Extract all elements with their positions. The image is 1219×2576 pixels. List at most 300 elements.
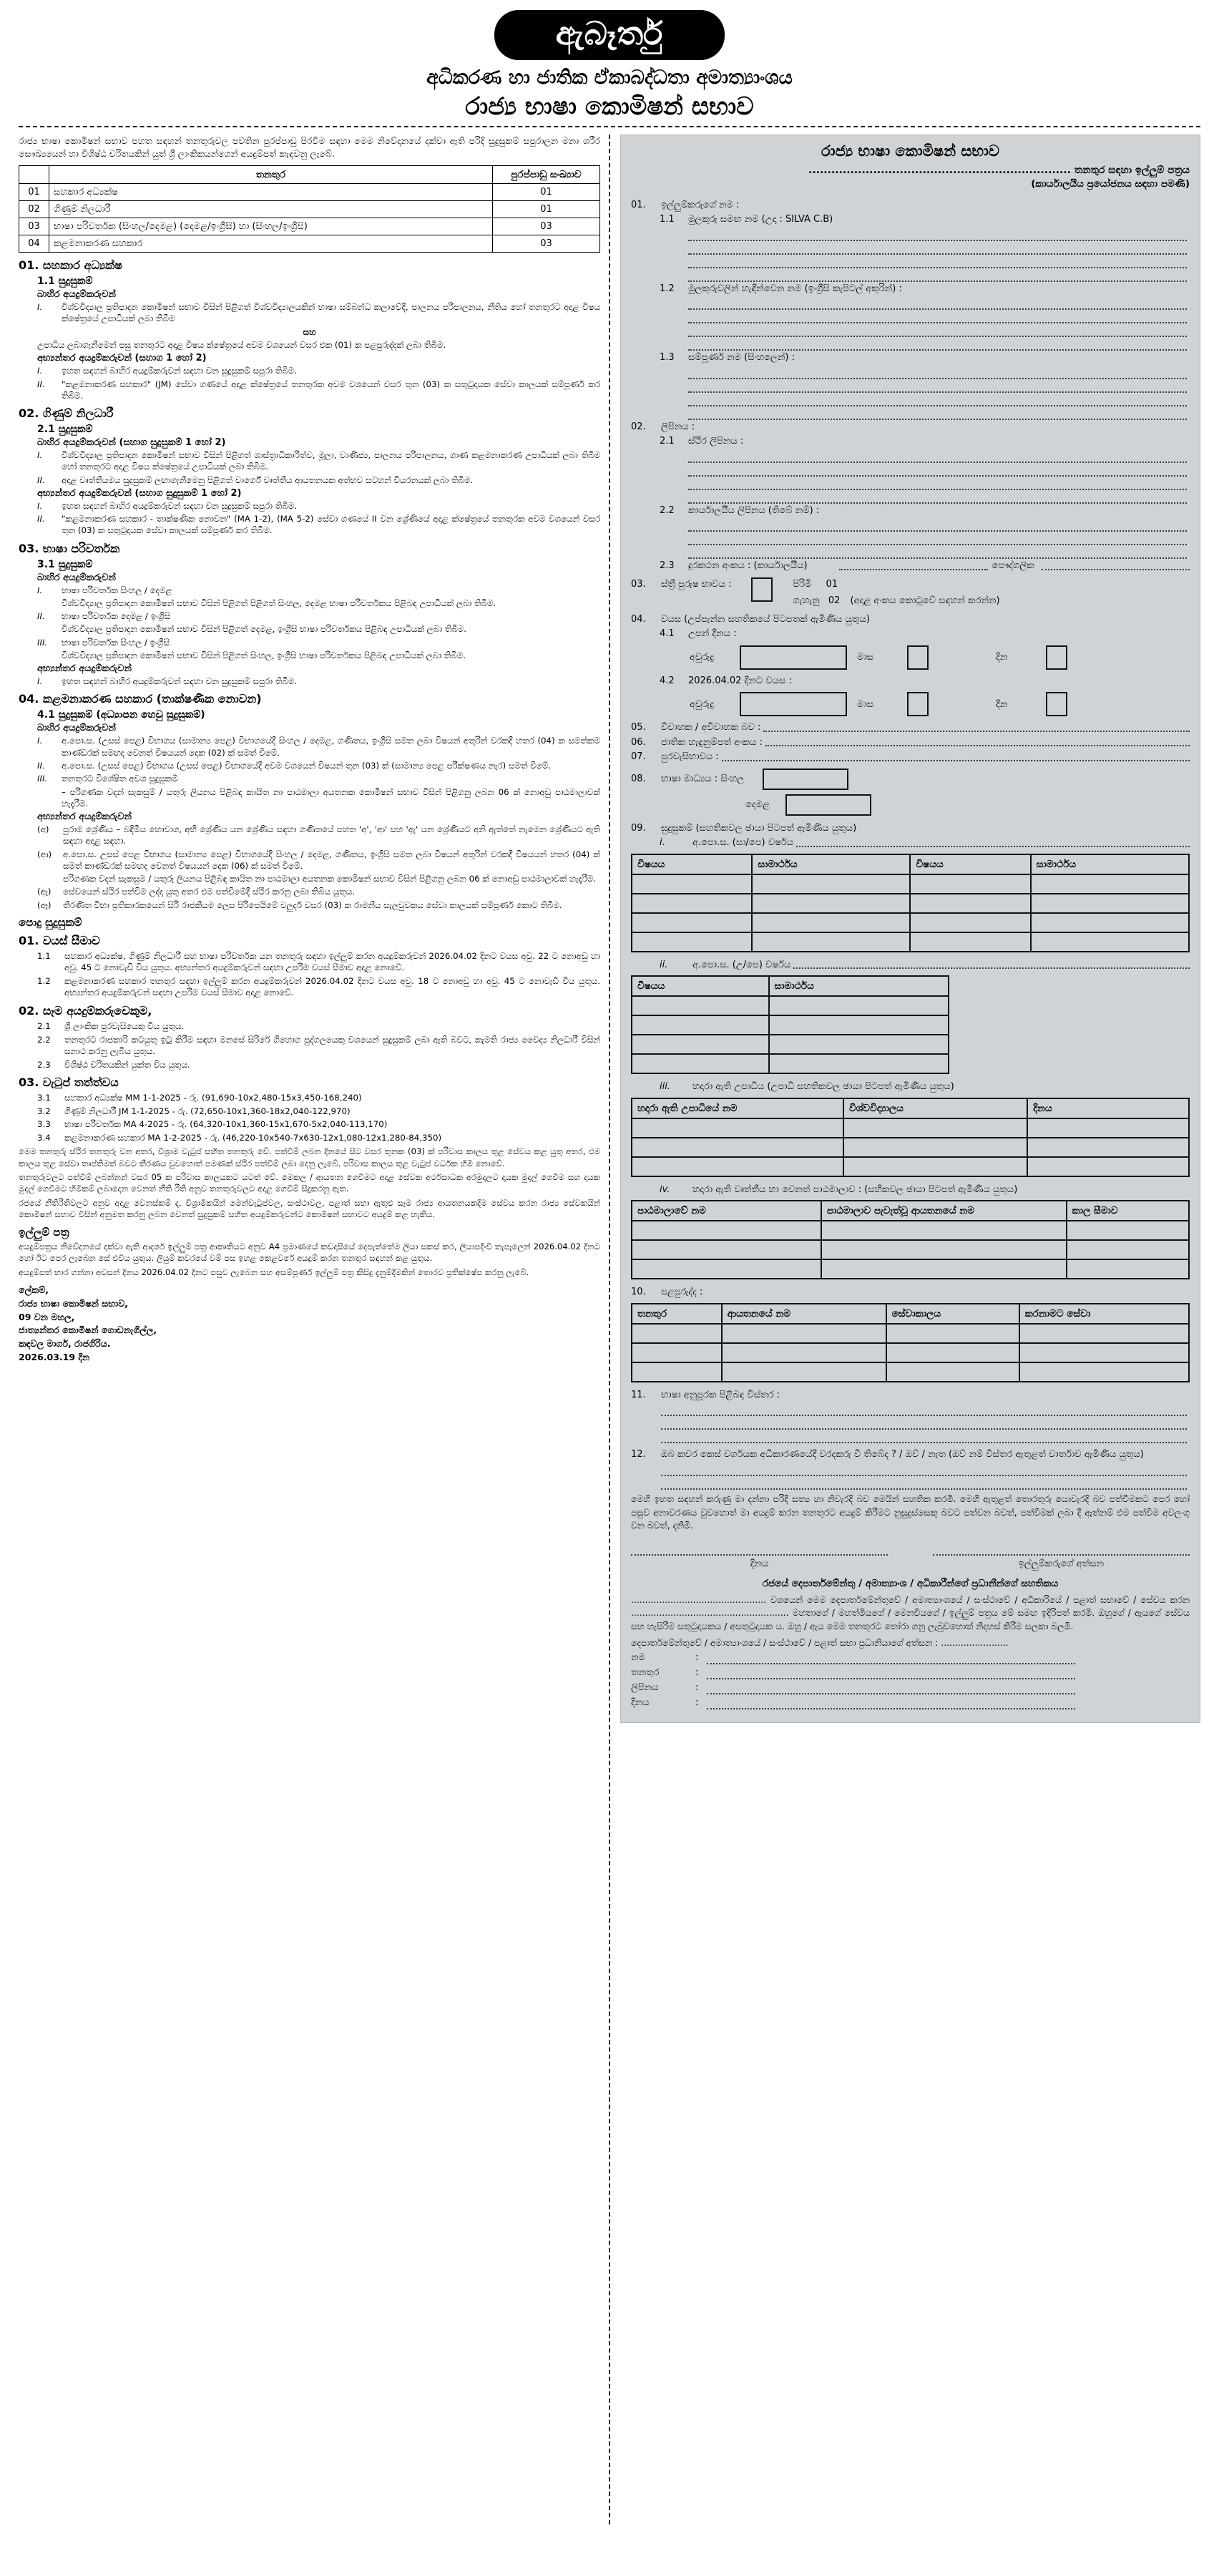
- marker: 09.: [630, 822, 646, 834]
- th-date: දිනය: [1027, 1098, 1189, 1118]
- list-item: [19, 950, 600, 974]
- name-input-line[interactable]: [688, 228, 1187, 241]
- table-row[interactable]: [632, 913, 1189, 932]
- table-row[interactable]: [632, 1221, 1189, 1240]
- telephone-office-input[interactable]: [839, 559, 987, 570]
- table-row[interactable]: [632, 1240, 1189, 1259]
- section-3-sub: 3.1 සුදුසුකම්: [37, 558, 93, 570]
- marker: 06.: [630, 736, 646, 748]
- cell[interactable]: [1027, 1157, 1189, 1176]
- th-service-period: සේවාකාලය: [886, 1304, 1019, 1324]
- section-2-external-label: බාහිර අයදුම්කරුවන් (සහාග සුදුසුකම් 1 හෝ 2): [37, 437, 226, 449]
- th-duration: කාල සීමාව: [1067, 1201, 1189, 1221]
- name-input-line[interactable]: [688, 255, 1187, 268]
- cell[interactable]: [1019, 1362, 1189, 1382]
- degree-table: [631, 1098, 1190, 1177]
- office-address-line[interactable]: [688, 532, 1187, 545]
- item-text: භාෂා පරිවර්තක සිංහල / දෙමළ: [62, 585, 172, 595]
- cell[interactable]: [1027, 1138, 1189, 1157]
- field-office-address: [631, 504, 1190, 518]
- marker: II.: [37, 611, 45, 622]
- body-columns: [19, 135, 1200, 2524]
- list-item: [19, 1020, 600, 1033]
- marker: II.: [37, 761, 45, 771]
- section-1-conjunction: සහ: [303, 326, 316, 337]
- cell[interactable]: [632, 1221, 821, 1240]
- cell[interactable]: [769, 996, 949, 1015]
- table-row[interactable]: [632, 1259, 1189, 1279]
- item-text: අ.පො.ස. උසස් පෙළ විභාගය (සාමාන්‍ය පෙළ) විභාගයේදී සිංහල / දෙමළ, ගණිතය, ඉංග්‍රීසි සමත ලබා විෂයන් අතුරින් වරකදී විෂයයන් හතර (04) ක් සමත් කාණ්ඩරක් සමඟද වෙනත් විෂයයන් දෙක (06) ක් සමත් වීමේ.: [63, 849, 600, 871]
- section-3-internal-label: අභ්‍යන්තර අයදුම්කරුවන්: [37, 663, 132, 675]
- criminal-record-line[interactable]: [661, 1463, 1187, 1476]
- masthead: [19, 10, 1200, 122]
- table-row[interactable]: [632, 1343, 1189, 1362]
- table-header-row: [632, 854, 1189, 874]
- th-subject: විෂයය: [910, 854, 1030, 874]
- cell[interactable]: [843, 1118, 1027, 1138]
- cell[interactable]: [632, 1035, 769, 1054]
- name-english-input-line[interactable]: [688, 323, 1187, 337]
- cell[interactable]: [632, 1259, 821, 1279]
- telephone-personal-input[interactable]: [1042, 559, 1190, 570]
- birth-day-input[interactable]: [1046, 645, 1067, 670]
- marker: 3.3: [37, 1119, 51, 1130]
- item-text: ඉහත සඳහන් බාහිර අයදුම්කරුවන් සඳහා වන සුදුසුකම් සපුරා තිබීම.: [62, 366, 298, 376]
- department-head-signature: දෙපාර්තමේන්තුවේ / අමාත්‍යාංශයේ / සංස්ථාවේ / පළාත් සභා ප්‍රධානියාගේ අත්සන : ........................: [630, 1636, 1009, 1648]
- list-item: [19, 1132, 600, 1144]
- name-sinhala-input-line[interactable]: [688, 406, 1187, 420]
- cell[interactable]: [1067, 1240, 1189, 1259]
- table-row[interactable]: [632, 1035, 949, 1054]
- signature-label: ඉල්ලුම්කරුගේ අත්සන: [1018, 1558, 1105, 1569]
- field-address: [631, 420, 1190, 434]
- cell[interactable]: [632, 1343, 722, 1362]
- item-text: විශිෂ්ඨ චරිතයකින් යුක්ත විය යුතුය.: [64, 1059, 190, 1070]
- marker: 1.2: [37, 975, 51, 986]
- age-inputs: [690, 692, 1190, 716]
- how-to-apply-body: අයදුම්පත්‍රය නිවේදනයේ දක්වා ඇති ආදර්ශ ඉල්ලුම් පත්‍ර ආකෘතියට අනුව A4 ප්‍රමාණයේ කඩදාසියේ දෙපැත්තේම ලියා සකස් කර, ලියාපදිංචි තැපෑලෙන් 2026.04.02 දිනට හෝ ඊට පෙර ලැබෙන සේ එවිය යුතුය. ලියුම් කවරයේ වම් පස ඉහළ කෙළවරේ අයදුම් කරන තනතුර සඳහන් කළ යුතුය.: [19, 1241, 600, 1264]
- item-text: තනතුරට විශේෂිත අවශ සුදුසුකම්: [62, 774, 178, 784]
- field-experience: [631, 1285, 1190, 1299]
- table-row[interactable]: [632, 932, 1189, 952]
- cell[interactable]: [1031, 913, 1189, 932]
- permanent-address-line[interactable]: [688, 449, 1187, 463]
- day-label: දින: [995, 698, 1008, 710]
- list-item: [37, 474, 600, 486]
- cell[interactable]: [752, 932, 910, 952]
- item-text: භාෂා පරිවර්තක දෙමළ / ඉංග්‍රීසි: [62, 611, 170, 622]
- common-title: පොදු සුදුසුකම්: [19, 915, 82, 929]
- section-1-external-list: [19, 301, 600, 325]
- cell[interactable]: [632, 1240, 821, 1259]
- name-input-line[interactable]: [688, 241, 1187, 255]
- th-post: තනතුර: [632, 1304, 722, 1324]
- field-label: 2026.04.02 දිනට වයස :: [687, 675, 792, 686]
- field-label: ජාතික හැඳුනුම්පත් අංකය :: [660, 736, 763, 748]
- marker: I.: [37, 676, 43, 687]
- marker: 01.: [630, 199, 646, 210]
- field-criminal-record: [631, 1448, 1190, 1462]
- list-item: [19, 1034, 600, 1058]
- section-1-internal-label: අභ්‍යන්තර අයදුම්කරුවන් (සහාග 1 හෝ 2): [37, 353, 207, 364]
- cell[interactable]: [632, 1324, 722, 1343]
- age-month-input[interactable]: [907, 692, 929, 716]
- marker: I.: [37, 500, 43, 511]
- nic-input[interactable]: [765, 736, 1190, 747]
- cell[interactable]: [886, 1362, 1019, 1382]
- field-label: සුදුසුකම් (සහතිකවල ඡායා පිටපත් ඇමිණිය යුතුය): [660, 822, 857, 834]
- name-english-input-line[interactable]: [688, 296, 1187, 310]
- application-form: [620, 135, 1200, 1723]
- cell[interactable]: [769, 1015, 949, 1035]
- cell[interactable]: [632, 1138, 843, 1157]
- cell[interactable]: [821, 1221, 1067, 1240]
- field-age-at-date: [631, 674, 1190, 688]
- language-proficiency-line[interactable]: [661, 1402, 1187, 1416]
- th-post: තනතුර: [49, 166, 493, 184]
- value-input[interactable]: [707, 1667, 1075, 1679]
- cell[interactable]: [1031, 894, 1189, 913]
- table-row[interactable]: [632, 1118, 1189, 1138]
- cell[interactable]: [910, 874, 1030, 894]
- field-language-medium: [631, 769, 1190, 790]
- cell[interactable]: [1027, 1118, 1189, 1138]
- field-age: [631, 613, 1190, 627]
- note-1: මෙම තනතුරු ස්ථිර තනතුරු වන අතර, විශ්‍රාම වැටුප් සහිත තනතුරු වේ. පත්වීම් ලබන දිනයේ සිට වසර තුනක (03) ක් පරිවාස කාලය තුළ සේවය කළ යුතු අතර, එම කාලය තුළ සේවා තෘප්තිමත් බවට තීරණය වුවහොත් පමණක් ස්ථිර පත්වීම් ලබා දෙනු ලැබේ. පරිවාස කාලය තුළ වැටුප් වර්ධක හිමි නොවේ.: [19, 1146, 600, 1169]
- section-3-internal-list: [19, 675, 600, 687]
- office-address-line[interactable]: [688, 545, 1187, 559]
- field-label: ඔබ කවර කෙස් වර්ගයක අධිකාරණයේදී වරදකරු වී තිබේද ? / ඔව් / නැත (ඔව් නම් විස්තර ඇතුළත් වාර්තාව ඇමිණිය යුතුය): [660, 1449, 1144, 1460]
- field-label: භාෂා මාධ්‍යය : සිංහල: [660, 774, 745, 785]
- marker: 1.3: [659, 352, 675, 364]
- year-label: අවුරුදු: [689, 698, 714, 710]
- cell[interactable]: [632, 1362, 722, 1382]
- marker: I.: [37, 736, 43, 746]
- cell[interactable]: [769, 1054, 949, 1073]
- field-nic: [631, 736, 1190, 750]
- section-2-title: 02. ගිණුම් නිලධාරී: [19, 406, 114, 421]
- marker: II.: [37, 474, 45, 485]
- colon: :: [695, 1682, 699, 1694]
- cell[interactable]: [752, 894, 910, 913]
- marker: I.: [37, 450, 43, 461]
- list-item: [37, 886, 600, 897]
- cell[interactable]: [722, 1324, 886, 1343]
- field-label: දුරකථන අංකය : (කාර්යාලයීය): [687, 560, 808, 572]
- cell[interactable]: [632, 1157, 843, 1176]
- marker: 1.1: [659, 214, 675, 225]
- th-degree-name: හදාරා ඇති උපාධියේ නම: [632, 1098, 843, 1118]
- colon: :: [695, 1652, 699, 1664]
- marker: 4.2: [659, 675, 675, 686]
- birth-month-input[interactable]: [907, 645, 929, 670]
- department-certification-body: ................................................ වශයෙන් මෙම දෙපාර්තමේන්තුවේ / අමාත්‍යාංශයේ / සංස්ථාවේ / අධිකාරියේ / පළාත් සභාවේ / සේවය කරන ........................................................ මහතාගේ / මහත්මියගේ / මෙනවියගේ / ඉල්ලුම් පත්‍රය මේ සමඟ ඉදිරිපත් කරමි. ඔහුගේ / ඇයගේ සේවය සහ හැසිරීම සතුටුදායකය / අසතුටුදායක ය. ඔහු / ඇය මෙම තනතුරට තෝරා ගනු ලැබුවහොත් නිදහස් කිරීම සලකා බලමි.: [630, 1594, 1190, 1631]
- ol-year-input[interactable]: [796, 836, 1190, 847]
- marker: 1.2: [659, 283, 675, 294]
- birth-year-input[interactable]: [740, 645, 847, 670]
- marker: (ආ): [37, 849, 52, 859]
- list-item: [37, 760, 600, 771]
- language-tamil-checkbox[interactable]: [785, 794, 871, 816]
- cell[interactable]: [1019, 1343, 1189, 1362]
- dept-field-post: [631, 1667, 1190, 1679]
- table-row[interactable]: [632, 1157, 1189, 1176]
- deadline-note: අයදුම්පත් භාර ගන්නා අවසන් දිනය 2026.04.02 දිනට පසුව ලැබෙන සහ අසම්පූර්ණ ඉල්ලුම් පත්‍ර කිසිදු දැනුම්දීමකින් තොරව ප්‍රතික්ෂේප කරනු ලැබේ.: [19, 1267, 529, 1277]
- notice-date: 2026.03.19 දින: [19, 1351, 90, 1362]
- list-item: [37, 873, 600, 884]
- table-header-row: [632, 1304, 1189, 1324]
- cell[interactable]: [910, 913, 1030, 932]
- field-label: මුලකුරු සමඟ නම (උදා : SILVA C.B): [687, 214, 833, 225]
- cell[interactable]: [722, 1362, 886, 1382]
- cell[interactable]: [910, 894, 1030, 913]
- cell[interactable]: [1067, 1259, 1189, 1279]
- item-text: භාෂා පරිවර්තක MA 4-2025 - රු. (64,320-10x1,360-15x1,670-5x2,040-113,170): [64, 1119, 388, 1130]
- item-text: විශ්වවිද්‍යාල ප්‍රතිපාදන කොමිෂන් සභාව විසින් පිළිගත් ශාස්ත්‍රාධිකාරිත්ව, මූලා, වාණිජ්‍ය, පාලනය පරිපාලනය, ගාණ කළමනාකරණ උපාධියක් ලබා තිබීම හෝ තනතුරට අදාළ විෂය ක්ෂේත්‍රයේ උපාධියක් ලබා තිබීම.: [62, 450, 600, 472]
- gender-option-female-label: ගැහැනු: [793, 595, 820, 607]
- marker: [37, 650, 62, 661]
- th-grade: සාමාර්ථය: [1031, 854, 1189, 874]
- marker: 04.: [630, 613, 646, 625]
- gender-checkbox[interactable]: [751, 577, 773, 602]
- list-item: [19, 1092, 600, 1104]
- list-item: [37, 773, 600, 784]
- list-item: [37, 379, 600, 402]
- marker: ii.: [659, 959, 668, 970]
- marker: 08.: [630, 774, 646, 785]
- item-text: සේවයෙන් ස්ථිර පත්වීම ලද්දා යුතු අතර එම පත්වීමේදී ස්ථිර කරනු ලබා තිබිය යුතුය.: [63, 887, 355, 897]
- name-sinhala-input-line[interactable]: [688, 393, 1187, 406]
- declaration-text: මෙහි ඉහත සඳහන් කරුණු මා දන්නා පරිදි සත්‍ය හා නිවැරදි බව මෙයින් සහතික කරමි. මෙහි ඇතුළත් තොරතුරු යොවැරදි බව පත්වීමකට පෙර හෝ පසුව අනාවරණය වුවහොත් මා අයදුම් කරන තනතුරට අයදුම් කිරීමට නුසුදුස්සෙකු බවට පත්වන බවත්, පත්වීමක් ලබා දී ඇත්නම් එම පත්වීම අවලංගු වන බවත්, දනිමි.: [630, 1493, 1190, 1531]
- cell[interactable]: [886, 1343, 1019, 1362]
- cell[interactable]: [843, 1138, 1027, 1157]
- cell[interactable]: [821, 1259, 1067, 1279]
- list-item: [37, 500, 600, 512]
- common-2-title: 02. සෑම අයදුම්කරුවෙකුම,: [19, 1004, 152, 1018]
- marker: (අ): [37, 824, 49, 835]
- field-label: හදාරා ඇති උපාධිය (උපාධි සහතිකවල ඡායා පිටපත් ඇමිණිය යුතුය): [692, 1081, 954, 1093]
- field-label: විවාහක / අවිවාහක බව :: [660, 722, 761, 733]
- list-item: [37, 365, 600, 376]
- language-proficiency-line[interactable]: [661, 1430, 1187, 1443]
- marker: 3.1: [37, 1093, 51, 1103]
- name-input-line[interactable]: [688, 268, 1187, 282]
- table-row[interactable]: [632, 894, 1189, 913]
- marker: iii.: [659, 1081, 670, 1093]
- cell[interactable]: [632, 1118, 843, 1138]
- field-gender: [631, 577, 1190, 608]
- address-line: ජාත්‍යන්තර කොමිෂන් ගොඩනැගිල්ල,: [19, 1324, 157, 1336]
- cell[interactable]: [632, 913, 752, 932]
- common-1-title: 01. වයස් සීමාව: [19, 933, 100, 947]
- list-item: [37, 623, 600, 635]
- citizenship-input[interactable]: [722, 750, 1190, 761]
- cell[interactable]: [843, 1157, 1027, 1176]
- row-post: භාෂා පරිවර්තක (සිංහල/දෙමළ) (දෙමළ/ඉංග්‍රීසි) හා (සිංහල/ඉංග්‍රීසි): [49, 218, 493, 235]
- section-3-title: 03. භාෂා පරිවර්තක: [19, 541, 120, 555]
- name-english-input-line[interactable]: [688, 310, 1187, 323]
- cell[interactable]: [910, 932, 1030, 952]
- item-text: සහකාර අධ්‍යක්ෂ MM 1-1-2025 - රු. (91,690-10x2,480-15x3,450-168,240): [64, 1093, 362, 1103]
- section-1-internal-list: [19, 365, 600, 401]
- list-item: [37, 849, 600, 872]
- field-citizenship: [631, 750, 1190, 764]
- item-text: විශ්වවිද්‍යාල ප්‍රතිපාදන කොමිෂන් සභාව විසින් පිළිගත් විශ්වවිද්‍යාලයකින් භාෂා සම්බන්ධ කලාවේදී, පාලනය පරිපාලනය, නීතිය හෝ තනතුරට අදාළ විෂය ක්ෂේත්‍රයේ උපාධියක් ලබා තිබීම: [62, 302, 600, 324]
- field-label: භාෂා අනුපූරක පිළිබඳ විස්තර :: [660, 1389, 780, 1400]
- field-name-initials: [631, 213, 1190, 227]
- cell[interactable]: [1031, 874, 1189, 894]
- cell[interactable]: [632, 1015, 769, 1035]
- cell[interactable]: [632, 932, 752, 952]
- language-sinhala-checkbox[interactable]: [763, 769, 848, 790]
- note-2: තනතුරුවලට පත්වීම් ලබන්නන් වසර 05 ක පරිවාස කාලයකට යටත් වේ. මෙකල / ආයතන ගෙවීමට අදාළ සේවක අර්ථසාධක අරමුදලට දායක මුදල් ගෙවීම සහ දායක මුදල් ගෙවීමට හිමිකම් ලබාදෙන වෙනත් නීති රීති අනුව තනතුරුවලට අදාළ ගෙවීම් සිදුකරනු ඇත.: [19, 1172, 600, 1194]
- marker: I.: [37, 302, 43, 313]
- marker: 2.2: [37, 1034, 51, 1045]
- field-courses: [631, 1183, 1190, 1197]
- marital-status-input[interactable]: [763, 721, 1190, 732]
- section-2-external-list: [19, 449, 600, 486]
- date-label: දිනය: [750, 1558, 769, 1569]
- th-institution: ආයතනයේ නම: [722, 1304, 886, 1324]
- table-row[interactable]: [632, 1015, 949, 1035]
- cell[interactable]: [1019, 1324, 1189, 1343]
- marker: 11.: [630, 1389, 646, 1400]
- dept-field-address: [631, 1682, 1190, 1694]
- marker: 07.: [630, 751, 646, 763]
- marker: II.: [37, 514, 45, 525]
- permanent-address-line[interactable]: [688, 463, 1187, 477]
- section-4-internal-label: අභ්‍යන්තර අයදුම්කරුවන්: [37, 811, 132, 823]
- section-1-external-label: බාහිර අයදුම්කරුවන්: [37, 289, 116, 301]
- row-index: 03: [19, 218, 49, 235]
- cell[interactable]: [821, 1240, 1067, 1259]
- cell[interactable]: [1067, 1221, 1189, 1240]
- section-3-external-label: බාහිර අයදුම්කරුවන්: [37, 572, 116, 583]
- marker: 2.1: [37, 1021, 51, 1031]
- key: ලිපිනය: [630, 1682, 659, 1694]
- table-row: [19, 201, 600, 218]
- item-text: ගිණුම් නිලධාරී JM 1-1-2025 - රු. (72,650-10x1,360-18x2,040-122,970): [64, 1106, 351, 1116]
- table-row[interactable]: [632, 1138, 1189, 1157]
- field-name-english: [631, 282, 1190, 296]
- right-column: [610, 135, 1200, 1723]
- list-item: [37, 899, 600, 911]
- name-english-input-line[interactable]: [688, 337, 1187, 351]
- table-row[interactable]: [632, 874, 1189, 894]
- list-item: [37, 786, 600, 810]
- signature-field: [933, 1554, 1190, 1569]
- marker: 2.3: [37, 1059, 51, 1070]
- permanent-address-line[interactable]: [688, 477, 1187, 490]
- cell[interactable]: [632, 996, 769, 1015]
- field-al-year: [631, 958, 1190, 972]
- item-text: සහකාර අධ්‍යක්ෂ, ගිණුම් නිලධාරී සහ භාෂා පරිවර්තක යන තනතුරු සඳහා ඉල්ලුම් කරන අයදුම්කරුවන් 2026.04.02 දිනට වයස අවු. 22 ට නොඅඩු හා අවු. 45 ට නොවැඩි විය යුතුය. අභ්‍යන්තර අයදුම්කරුවන් සඳහා උපරිම වයස් සීමාව අදාළ නොවේ.: [64, 950, 600, 973]
- field-label: කාර්යාලයීය ලිපිනය (තිබේ නම්) :: [687, 504, 820, 516]
- section-4-list: [19, 735, 600, 809]
- th-service-note: කරනාමට සේවා: [1019, 1304, 1189, 1324]
- table-row[interactable]: [632, 1054, 949, 1073]
- marker: 10.: [630, 1287, 646, 1298]
- telephone-personal-label: පෞද්ගලික: [992, 560, 1034, 572]
- section-2-sub: 2.1 සුදුසුකම්: [37, 424, 93, 436]
- item-text: ඉහත සඳහන් බාහිර අයදුම්කරුවන් සඳහා වන සුදුසුකම් සපුරා තිබීම.: [62, 500, 298, 511]
- cell[interactable]: [722, 1343, 886, 1362]
- item-text: ශ්‍රී ලාංකික පුරවැසියෙකු විය යුතුය.: [64, 1021, 185, 1031]
- list-item: [37, 449, 600, 473]
- cell[interactable]: [769, 1035, 949, 1054]
- age-year-input[interactable]: [740, 692, 847, 716]
- marker: [37, 786, 62, 810]
- section-2-internal-list: [19, 500, 600, 537]
- cell[interactable]: [886, 1324, 1019, 1343]
- office-address-line[interactable]: [688, 518, 1187, 532]
- item-text: අ.පො.ස. (උසස් පෙළ) විභාගය (උසස් පෙළ) විභාගයේදී අවම වශයෙන් විෂයන් තුන (03) ක් (සාමාන්‍ය පෙළ පරීක්ෂණය නැර) සමත් වීමේ.: [62, 761, 551, 771]
- item-text: ඉහත සඳහන් බාහිර අයදුම්කරුවන් සඳහා වන සුදුසුකම් සපුරා තිබීම.: [62, 676, 298, 687]
- list-item: [37, 824, 600, 847]
- cell[interactable]: [632, 1054, 769, 1073]
- field-label: අ.පො.ස. (උ/පෙ) වර්ෂය: [692, 959, 791, 970]
- th-subject: විෂයය: [632, 976, 769, 996]
- criminal-record-line[interactable]: [661, 1476, 1187, 1490]
- name-sinhala-input-line[interactable]: [688, 366, 1187, 379]
- item-text: භාෂා පරිවර්තක සිංහල / ඉංග්‍රීසි: [62, 637, 170, 648]
- marker: 3.4: [37, 1132, 51, 1143]
- cell[interactable]: [1031, 932, 1189, 952]
- table-row[interactable]: [632, 996, 949, 1015]
- table-row[interactable]: [632, 1362, 1189, 1382]
- value-input[interactable]: [707, 1697, 1075, 1709]
- list-item: [37, 650, 600, 661]
- language-proficiency-line[interactable]: [661, 1416, 1187, 1430]
- date-input-line[interactable]: [631, 1554, 888, 1556]
- section-3-list: [19, 585, 600, 662]
- marker: III.: [37, 774, 48, 784]
- field-qualifications: [631, 821, 1190, 836]
- item-text: පරිගණක වදන් සැකසුම / යතුරු ලියනය පිළිබඳ කායිත නා පාඨමාලා අයතනක කොමිෂන් සභාව විසින් පිළිගනු ලබන 06 ක් නොඅඩු පාඨමාලාවක් හැදෑරීම.: [63, 874, 597, 884]
- list-item: [37, 637, 600, 648]
- signature-input-line[interactable]: [933, 1554, 1190, 1556]
- signatory-title: ලේකම්,: [19, 1284, 49, 1296]
- address-line: 09 වන මහල,: [19, 1311, 75, 1322]
- cell[interactable]: [752, 874, 910, 894]
- value-input[interactable]: [707, 1682, 1075, 1694]
- marker: I.: [37, 585, 43, 595]
- section-1-title: 01. සහකාර අධ්‍යක්ෂ: [19, 258, 122, 273]
- cell[interactable]: [752, 913, 910, 932]
- key: නම: [630, 1652, 645, 1664]
- row-count: 01: [492, 184, 599, 201]
- section-2-internal-label: අභ්‍යන්තර අයදුම්කරුවන් (සහාග සුදුසුකම් 1 හෝ 2): [37, 487, 242, 499]
- marker: II.: [37, 379, 45, 389]
- list-item: [37, 301, 600, 325]
- gender-option-male-label: පිරිමි: [793, 578, 812, 590]
- left-column: [19, 135, 609, 1365]
- section-4-external-label: බාහිර අයදුම්කරුවන්: [37, 723, 116, 734]
- form-office-use-note: (කාර්යාලයීය ප්‍රයෝජනය සඳහා පමණි): [1031, 177, 1190, 190]
- experience-table: [631, 1303, 1190, 1382]
- permanent-address-line[interactable]: [688, 490, 1187, 504]
- age-day-input[interactable]: [1046, 692, 1067, 716]
- birth-date-inputs: [690, 645, 1190, 670]
- cell[interactable]: [632, 874, 752, 894]
- table-row[interactable]: [632, 1324, 1189, 1343]
- field-applicant-name: [631, 198, 1190, 213]
- value-input[interactable]: [707, 1652, 1075, 1664]
- name-sinhala-input-line[interactable]: [688, 379, 1187, 393]
- th-subject: විෂයය: [632, 854, 752, 874]
- cell[interactable]: [632, 894, 752, 913]
- al-year-input[interactable]: [793, 958, 1190, 970]
